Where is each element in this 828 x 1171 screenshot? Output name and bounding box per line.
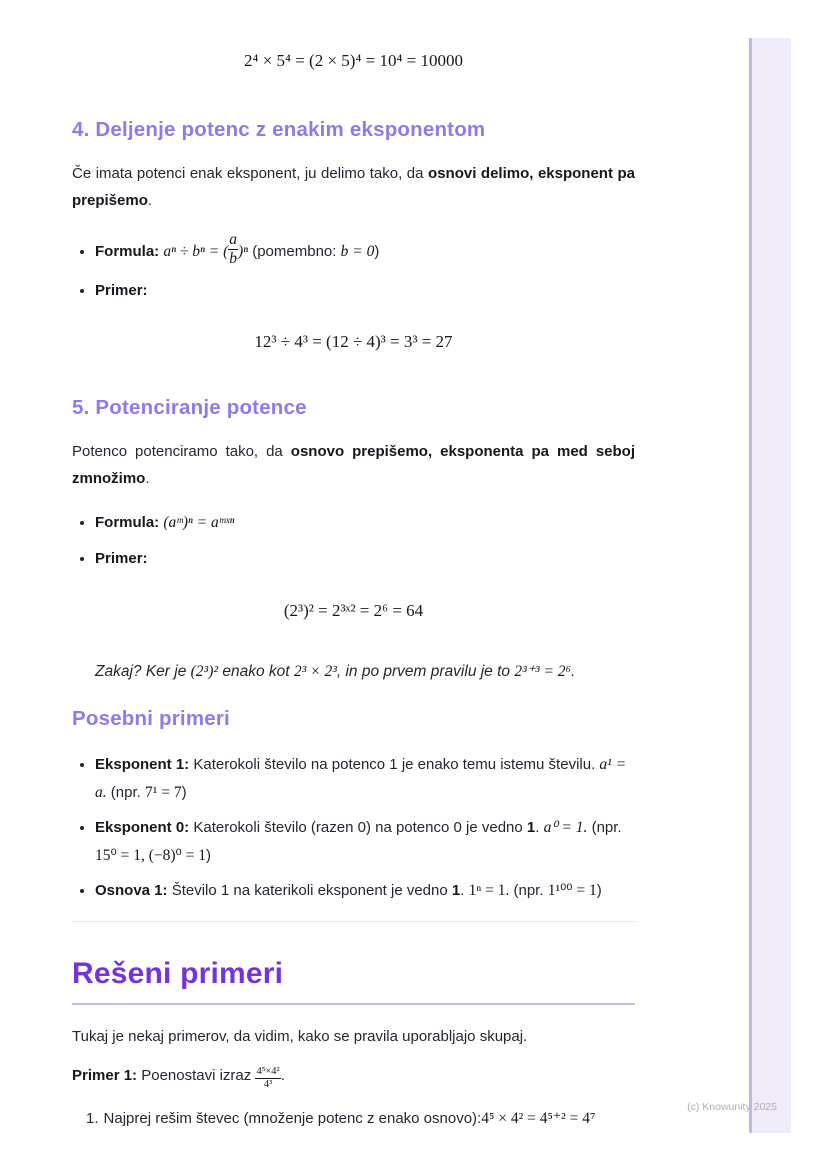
fraction-denominator: 4³ [263,1078,273,1090]
exponent-1-npr-post: ) [181,783,187,801]
division-formula-pre: aⁿ ÷ bⁿ = ( [163,242,229,260]
exponent-0-npr-pre: (npr. [591,818,622,836]
formula-label: Formula: [95,242,160,260]
section-4-heading: 4. Deljenje potenc z enakim eksponentom [72,118,486,141]
section-5-formula-bullet [95,509,635,536]
special-cases-bullets [72,751,635,905]
formula-power-of-power-example: (2³)² = 2³ˣ² = 2⁶ = 64 [283,600,424,620]
section-5-paragraph [72,438,635,492]
base-1-math: 1ⁿ = 1. [468,881,510,899]
special-cases-heading: Posebni primeri [72,706,230,730]
primer-label: Primer: [95,281,148,299]
power-of-power-formula: (aᵐ)ⁿ = aᵐˣⁿ [163,513,235,531]
formula-division-same-exponent-example: 12³ ÷ 4³ = (12 ÷ 4)³ = 3³ = 27 [254,331,453,351]
section-4-formula-bullet [95,231,635,268]
section-5-paragraph-bold: osnovo prepišemo, eksponenta pa med seboj zmnožimo [72,442,635,487]
why-text-pre: Zakaj? Ker je [95,662,187,680]
knowunity-watermark: (c) Knowunity 2025 [687,1101,777,1113]
base-1-npr-post: ) [596,881,602,899]
why-text-mid: enako kot [222,662,290,680]
formula-note-pre: (pomembno: [252,242,337,260]
exponent-1-npr-pre: (npr. [110,783,141,801]
exponent-0-dot: . [535,818,540,836]
formula-label: Formula: [95,513,160,531]
page-edge-band [749,38,791,1133]
section-4-paragraph-end: . [147,192,153,209]
base-1-npr-pre: (npr. [513,881,544,899]
step-number: 1. [86,1109,99,1127]
base-1-label: Osnova 1: [95,881,168,899]
solved-examples-intro: Tukaj je nekaj primerov, da vidim, kako se pravila uporabljajo skupaj. [72,1027,528,1045]
exponent-0-bold-one: 1 [526,818,536,836]
exponent-0-math: a⁰ = 1. [543,818,588,836]
base-1-bullet [95,877,635,905]
exponent-1-npr-math: 7¹ = 7 [144,783,182,801]
primer-1-end: . [280,1066,285,1084]
base-1-text: Število 1 na katerikoli eksponent je vedno [171,881,448,899]
primer-1-text: Poenostavi izraz [141,1066,252,1084]
section-4-paragraph-text: Če imata potenci enak eksponent, ju delimo tako, da [72,165,424,182]
section-4-paragraph-bold: osnovi delimo, eksponent pa prepišemo [72,165,636,209]
formula-note-math: b = 0 [340,242,375,260]
base-1-dot: . [460,881,465,899]
section-5-paragraph-end: . [145,469,150,487]
heading-underline [72,1003,635,1005]
exponent-1-text: Katerokoli število na potenco 1 je enako temu istemu številu. [193,755,596,773]
why-math-2: 2³ × 2³ [293,662,337,680]
section-5-heading: 5. Potenciranje potence [72,395,307,419]
why-math-3: 2³⁺³ = 2⁶ [514,662,571,680]
why-explanation [72,658,635,685]
fraction-numerator: a [229,231,237,248]
division-formula-post: )ⁿ [238,242,249,260]
exponent-0-label: Eksponent 0: [95,818,190,836]
section-5-primer-bullet [95,545,635,572]
primer-1-line [72,1061,635,1091]
section-4-bullets [72,231,635,304]
document-content [72,0,635,1132]
section-5-paragraph-text: Potenco potenciramo tako, da [72,442,283,460]
section-4-primer-bullet [95,277,635,304]
fraction-numerator: 4⁵×4² [255,1066,280,1079]
base-1-npr-math: 1¹⁰⁰ = 1 [547,881,597,899]
base-1-bold-one: 1 [451,881,461,899]
section-5-bullets [72,509,635,572]
exponent-0-bullet [95,814,635,870]
exponent-0-npr-post: ) [205,846,211,864]
why-math-1: (2³)² [190,662,219,680]
primer-label: Primer: [95,549,148,567]
why-text-end: . [570,662,576,680]
solved-examples-heading: Rešeni primeri [72,956,284,990]
section-divider-line [72,921,635,922]
formula-multiplication-same-exponent: 2⁴ × 5⁴ = (2 × 5)⁴ = 10⁴ = 10000 [244,51,463,70]
exponent-1-bullet [95,751,635,807]
primer-1-fraction [255,1066,280,1091]
fraction-denominator: b [229,249,237,267]
formula-note-post: ) [374,242,380,260]
exponent-1-label: Eksponent 1: [95,755,190,773]
why-text-mid-2: , in po prvem pravilu je to [336,662,511,680]
solution-step-1 [72,1105,635,1132]
exponent-1-math: a¹ = a. [95,755,627,801]
section-4-paragraph [72,160,635,214]
exponent-0-text: Katerokoli število (razen 0) na potenco 0 je vedno [193,818,523,836]
a-over-b-fraction [228,231,238,268]
primer-1-label: Primer 1: [72,1066,138,1084]
step-text: Najprej rešim števec (množenje potenc z enako osnovo): [103,1109,482,1127]
step-math: 4⁵ × 4² = 4⁵⁺² = 4⁷ [481,1109,596,1127]
exponent-0-npr-math: 15⁰ = 1, (−8)⁰ = 1 [95,846,206,864]
